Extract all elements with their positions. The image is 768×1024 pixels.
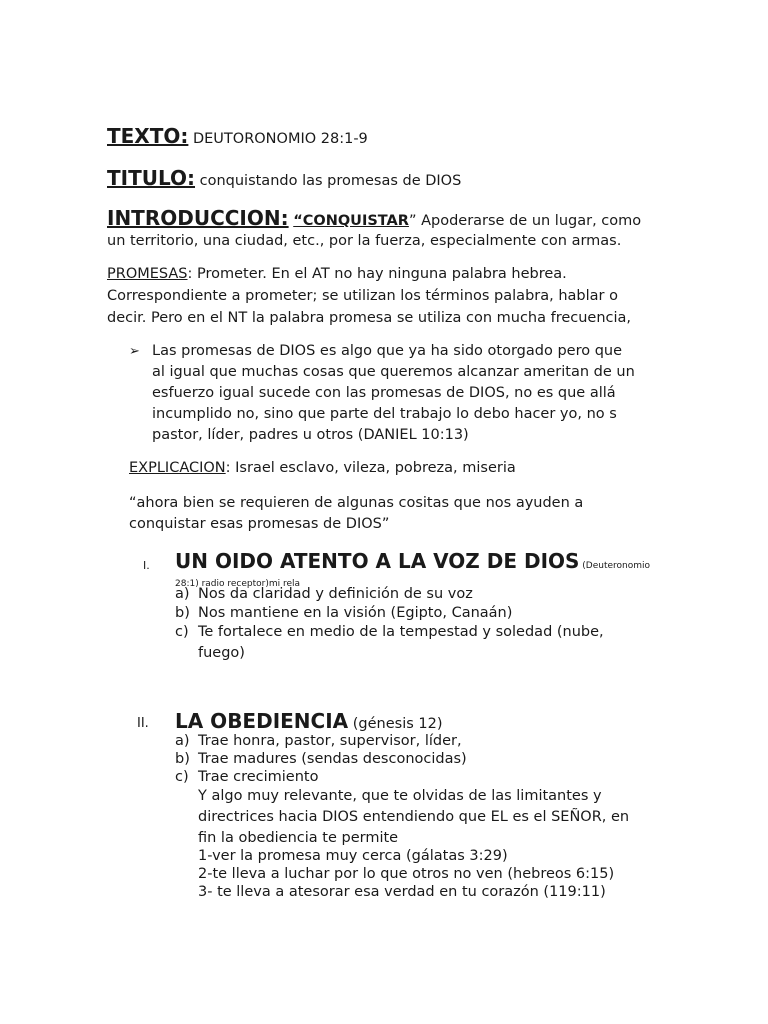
section-1-continuation (198, 645, 245, 661)
section-1-item-c (175, 624, 604, 640)
item-label: a) (175, 586, 190, 602)
paragraph-text: fin la obediencia te permite (198, 830, 399, 846)
explicacion-line (129, 460, 516, 476)
point-text: 3- te lleva a atesorar esa verdad en tu corazón (119:11) (198, 884, 606, 900)
titulo-label: TITULO: (107, 166, 195, 190)
texto-label: TEXTO: (107, 124, 189, 148)
section-1-numeral: I. (143, 559, 150, 572)
paragraph-text: directrices hacia DIOS entendiendo que EL es el SEÑOR, en (198, 809, 630, 825)
introduccion-label: INTRODUCCION: (107, 206, 289, 230)
section-2-ref: (génesis 12) (348, 716, 443, 732)
quote-text-1: “ahora bien se requieren de algunas cositas que nos ayuden a (129, 495, 584, 511)
section-1-title: UN OIDO ATENTO A LA VOZ DE DIOS (175, 549, 580, 573)
promesas-text-1: : Prometer. En el AT no hay ninguna palabra hebrea. (187, 266, 567, 282)
introduccion-line-2 (107, 233, 621, 249)
promesas-line-2 (107, 288, 618, 304)
section-2-numeral: II. (137, 716, 149, 731)
section-2-item-c (175, 769, 318, 785)
bullet-line-2 (152, 364, 635, 380)
section-2-point-2 (198, 866, 614, 882)
explicacion-text: : Israel esclavo, vileza, pobreza, miseria (225, 460, 516, 476)
item-text: Nos da claridad y definición de su voz (198, 586, 473, 602)
texto-value: DEUTORONOMIO 28:1-9 (192, 131, 368, 147)
promesas-line-3 (107, 310, 631, 326)
item-text: Te fortalece en medio de la tempestad y soledad (nube, (198, 624, 604, 640)
item-label: c) (175, 624, 189, 640)
item-label: b) (175, 605, 190, 621)
section-2-item-a (175, 733, 462, 749)
bullet-text-5: pastor, líder, padres u otros (DANIEL 10:13) (152, 427, 469, 443)
bullet-line-3 (152, 385, 616, 401)
paragraph-text: Y algo muy relevante, que te olvidas de las limitantes y (198, 788, 602, 804)
quote-line-2 (129, 516, 389, 532)
item-text: Trae honra, pastor, supervisor, líder, (198, 733, 462, 749)
introduccion-line-1 (107, 206, 641, 230)
item-label: c) (175, 769, 189, 785)
section-2-paragraph-3 (198, 830, 398, 846)
section-2-point-1 (198, 848, 508, 864)
section-1-heading (175, 549, 650, 573)
bullet-text-4: incumplido no, sino que parte del trabajo lo debo hacer yo, no s (152, 406, 617, 422)
section-1-ref-2: 28:1) radio receptor)mi rela (175, 579, 301, 589)
promesas-label: PROMESAS (107, 266, 188, 282)
item-text: Trae crecimiento (198, 769, 319, 785)
section-2-item-b (175, 751, 467, 767)
section-1-item-a (175, 586, 473, 602)
titulo-line (107, 166, 461, 190)
section-2-heading (175, 709, 443, 733)
point-text: 2-te lleva a luchar por lo que otros no ven (hebreos 6:15) (198, 866, 615, 882)
item-text: Nos mantiene en la visión (Egipto, Canaán) (198, 605, 513, 621)
section-1-ref-1: (Deuteronomio (579, 561, 651, 571)
promesas-line-1 (107, 266, 567, 282)
introduccion-text-2: un territorio, una ciudad, etc., por la fuerza, especialmente con armas. (107, 233, 622, 249)
section-2-paragraph-2 (198, 809, 629, 825)
quote-text-2: conquistar esas promesas de DIOS” (129, 516, 390, 532)
item-label: a) (175, 733, 190, 749)
arrow-bullet-icon: ➢ (129, 344, 140, 359)
section-2-point-3 (198, 884, 606, 900)
section-1-item-b (175, 605, 512, 621)
explicacion-label: EXPLICACION (129, 460, 226, 476)
bullet-text-1: Las promesas de DIOS es algo que ya ha sido otorgado pero que (152, 343, 623, 359)
section-2-paragraph-1 (198, 788, 602, 804)
item-text: Trae madures (sendas desconocidas) (198, 751, 467, 767)
promesas-text-2: Correspondiente a prometer; se utilizan los términos palabra, hablar o (107, 288, 618, 304)
point-text: 1-ver la promesa muy cerca (gálatas 3:29) (198, 848, 508, 864)
introduccion-term: “CONQUISTAR (293, 213, 409, 229)
bullet-line-4 (152, 406, 617, 422)
quote-line-1 (129, 495, 583, 511)
item-label: b) (175, 751, 190, 767)
introduccion-text-1: ” Apoderarse de un lugar, como (408, 213, 642, 229)
continuation-text: fuego) (198, 645, 245, 661)
bullet-text-2: al igual que muchas cosas que queremos alcanzar ameritan de un (152, 364, 635, 380)
bullet-line-5 (152, 427, 469, 443)
bullet-text-3: esfuerzo igual sucede con las promesas de DIOS, no es que allá (152, 385, 616, 401)
promesas-text-3: decir. Pero en el NT la palabra promesa se utiliza con mucha frecuencia, (107, 310, 632, 326)
bullet-line-1 (152, 343, 622, 359)
titulo-value: conquistando las promesas de DIOS (199, 173, 462, 189)
section-2-title: LA OBEDIENCIA (175, 709, 349, 733)
texto-line (107, 124, 368, 148)
